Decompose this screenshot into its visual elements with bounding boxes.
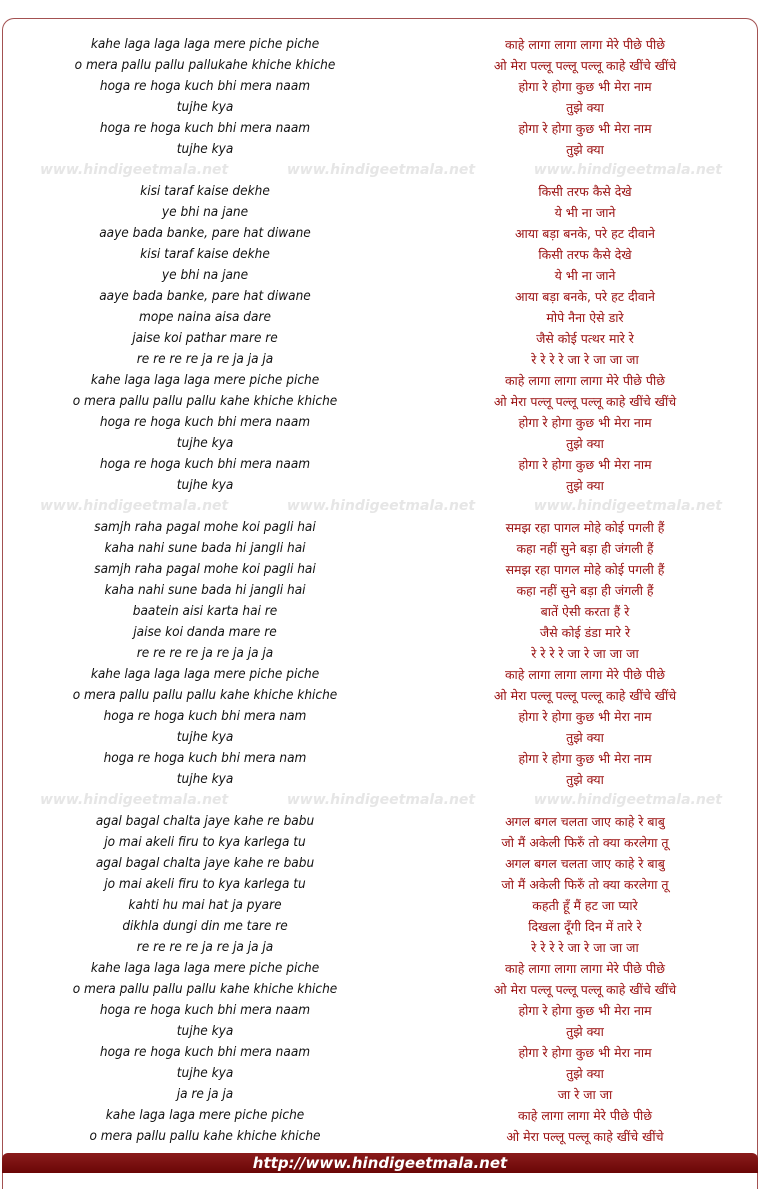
lyric-line: [0, 1000, 760, 1021]
lyric-line: [0, 181, 760, 202]
lyric-roman: dikhla dungi din me tare re: [122, 918, 288, 934]
lyric-line: [0, 979, 760, 1000]
lyric-hindi: होगा रे होगा कुछ भी मेरा नाम: [518, 457, 652, 472]
lyric-line: [0, 622, 760, 643]
lyric-roman: ja re ja ja: [176, 1086, 234, 1102]
lyric-roman: agal bagal chalta jaye kahe re babu: [95, 855, 315, 871]
lyric-roman: kaha nahi sune bada hi jangli hai: [104, 540, 306, 556]
lyric-hindi: जो मैं अकेली फिरुँ तो क्या करलेगा तू: [501, 835, 669, 850]
lyric-line: [0, 832, 760, 853]
watermark-row: [0, 790, 760, 811]
lyric-roman: hoga re hoga kuch bhi mera naam: [99, 120, 311, 136]
watermark-text: www.hindigeetmala.net: [286, 498, 476, 514]
lyric-line: [0, 874, 760, 895]
lyric-roman: tujhe kya: [176, 1065, 234, 1081]
lyric-roman: tujhe kya: [176, 729, 234, 745]
lyric-hindi: समझ रहा पागल मोहे कोई पगली हैं: [505, 562, 665, 577]
lyric-line: [0, 307, 760, 328]
lyric-hindi: ये भी ना जाने: [554, 268, 616, 283]
lyric-line: [0, 664, 760, 685]
lyric-roman: kaha nahi sune bada hi jangli hai: [104, 582, 306, 598]
lyric-line: [0, 328, 760, 349]
lyric-line: [0, 937, 760, 958]
lyric-line: [0, 118, 760, 139]
lyric-line: [0, 895, 760, 916]
lyric-roman: hoga re hoga kuch bhi mera naam: [99, 414, 311, 430]
lyric-line: [0, 97, 760, 118]
lyric-hindi: होगा रे होगा कुछ भी मेरा नाम: [518, 121, 652, 136]
lyric-roman: agal bagal chalta jaye kahe re babu: [95, 813, 315, 829]
lyric-hindi: होगा रे होगा कुछ भी मेरा नाम: [518, 709, 652, 724]
lyric-hindi: ओ मेरा पल्लू पल्लू पल्लू काहे खींचे खींचे: [493, 688, 677, 703]
lyric-hindi: रे रे रे रे जा रे जा जा जा: [531, 352, 639, 367]
lyric-roman: hoga re hoga kuch bhi mera nam: [103, 708, 307, 724]
lyric-line: [0, 349, 760, 370]
lyric-line: [0, 559, 760, 580]
lyric-hindi: रे रे रे रे जा रे जा जा जा: [531, 940, 639, 955]
lyric-roman: o mera pallu pallu pallu kahe khiche khiche: [72, 687, 338, 703]
lyric-roman: ye bhi na jane: [161, 267, 249, 283]
lyric-line: [0, 601, 760, 622]
lyric-hindi: ओ मेरा पल्लू पल्लू काहे खींचे खींचे: [506, 1129, 664, 1144]
lyric-line: [0, 223, 760, 244]
lyric-hindi: काहे लागा लागा लागा मेरे पीछे पीछे: [504, 373, 666, 388]
lyric-line: [0, 202, 760, 223]
lyric-roman: aaye bada banke, pare hat diwane: [99, 288, 311, 304]
lyric-roman: o mera pallu pallu pallu kahe khiche khiche: [72, 981, 338, 997]
watermark-row: [0, 496, 760, 517]
lyric-line: [0, 433, 760, 454]
lyric-roman: jo mai akeli firu to kya karlega tu: [104, 876, 306, 892]
lyric-hindi: तुझे क्या: [566, 478, 604, 493]
lyric-hindi: काहे लागा लागा लागा मेरे पीछे पीछे: [504, 961, 666, 976]
lyric-hindi: आया बड़ा बनके, परे हट दीवाने: [515, 289, 655, 304]
lyric-line: [0, 769, 760, 790]
lyric-hindi: तुझे क्या: [566, 730, 604, 745]
lyric-line: [0, 517, 760, 538]
lyric-line: [0, 916, 760, 937]
lyric-line: [0, 811, 760, 832]
lyric-roman: jaise koi danda mare re: [133, 624, 277, 640]
lyric-roman: re re re re ja re ja ja ja: [136, 351, 274, 367]
lyric-hindi: ओ मेरा पल्लू पल्लू पल्लू काहे खींचे खींचे: [493, 394, 677, 409]
lyric-roman: jaise koi pathar mare re: [132, 330, 278, 346]
watermark-text: www.hindigeetmala.net: [40, 162, 229, 178]
lyric-roman: o mera pallu pallu pallu kahe khiche khiche: [72, 393, 338, 409]
lyric-roman: kahti hu mai hat ja pyare: [128, 897, 282, 913]
lyric-hindi: जैसे कोई डंडा मारे रे: [539, 625, 631, 640]
lyric-hindi: आया बड़ा बनके, परे हट दीवाने: [515, 226, 655, 241]
lyric-roman: tujhe kya: [176, 99, 234, 115]
lyric-line: [0, 1063, 760, 1084]
lyric-hindi: कहा नहीं सुने बड़ा ही जंगली हैं: [516, 583, 654, 598]
lyric-hindi: दिखला दूँगी दिन में तारे रे: [528, 919, 642, 934]
lyric-line: [0, 76, 760, 97]
watermark-text: www.hindigeetmala.net: [286, 162, 476, 178]
lyric-hindi: रे रे रे रे जा रे जा जा जा: [531, 646, 639, 661]
lyric-roman: kahe laga laga laga mere piche piche: [90, 36, 320, 52]
watermark-text: www.hindigeetmala.net: [40, 792, 229, 808]
lyric-roman: hoga re hoga kuch bhi mera nam: [103, 750, 307, 766]
lyric-hindi: काहे लागा लागा मेरे पीछे पीछे: [517, 1108, 653, 1123]
lyric-line: [0, 706, 760, 727]
lyric-hindi: समझ रहा पागल मोहे कोई पगली हैं: [505, 520, 665, 535]
lyric-roman: hoga re hoga kuch bhi mera naam: [99, 1002, 311, 1018]
watermark-text: www.hindigeetmala.net: [533, 792, 722, 808]
lyric-line: [0, 1105, 760, 1126]
lyric-hindi: बातें ऐसी करता हैं रे: [540, 604, 630, 619]
lyric-line: [0, 580, 760, 601]
lyric-line: [0, 370, 760, 391]
lyric-roman: ye bhi na jane: [161, 204, 249, 220]
watermark-text: www.hindigeetmala.net: [533, 498, 722, 514]
lyric-line: [0, 958, 760, 979]
lyric-line: [0, 454, 760, 475]
lyric-roman: kisi taraf kaise dekhe: [140, 246, 270, 262]
lyric-hindi: जो मैं अकेली फिरुँ तो क्या करलेगा तू: [501, 877, 669, 892]
lyric-line: [0, 727, 760, 748]
lyric-hindi: तुझे क्या: [566, 772, 604, 787]
lyrics-body: [0, 34, 760, 1147]
lyric-hindi: जैसे कोई पत्थर मारे रे: [536, 331, 634, 346]
footer-bar: [2, 1153, 758, 1173]
lyric-hindi: अगल बगल चलता जाए काहे रे बाबु: [505, 856, 665, 871]
lyric-roman: re re re re ja re ja ja ja: [136, 645, 274, 661]
lyric-roman: o mera pallu pallu kahe khiche khiche: [89, 1128, 321, 1144]
lyric-roman: re re re re ja re ja ja ja: [136, 939, 274, 955]
lyric-hindi: तुझे क्या: [566, 1066, 604, 1081]
lyric-roman: tujhe kya: [176, 141, 234, 157]
lyric-hindi: काहे लागा लागा लागा मेरे पीछे पीछे: [504, 37, 666, 52]
lyric-hindi: ओ मेरा पल्लू पल्लू पल्लू काहे खींचे खींचे: [493, 58, 677, 73]
watermark-row: [0, 160, 760, 181]
lyric-roman: kisi taraf kaise dekhe: [140, 183, 270, 199]
lyric-roman: kahe laga laga mere piche piche: [105, 1107, 305, 1123]
lyric-hindi: जा रे जा जा: [557, 1087, 613, 1102]
lyric-hindi: तुझे क्या: [566, 1024, 604, 1039]
lyric-hindi: होगा रे होगा कुछ भी मेरा नाम: [518, 751, 652, 766]
lyric-hindi: ये भी ना जाने: [554, 205, 616, 220]
lyric-line: [0, 643, 760, 664]
lyric-hindi: होगा रे होगा कुछ भी मेरा नाम: [518, 1045, 652, 1060]
lyric-hindi: मोपे नैना ऐसे डारे: [546, 310, 624, 325]
lyric-line: [0, 286, 760, 307]
lyric-line: [0, 748, 760, 769]
watermark-text: www.hindigeetmala.net: [286, 792, 476, 808]
lyric-line: [0, 1084, 760, 1105]
footer-link[interactable]: http://www.hindigeetmala.net: [252, 1154, 508, 1172]
lyric-hindi: तुझे क्या: [566, 436, 604, 451]
lyric-roman: tujhe kya: [176, 477, 234, 493]
lyric-roman: aaye bada banke, pare hat diwane: [99, 225, 311, 241]
lyric-roman: tujhe kya: [176, 435, 234, 451]
lyric-line: [0, 1021, 760, 1042]
lyric-line: [0, 34, 760, 55]
lyric-roman: kahe laga laga laga mere piche piche: [90, 372, 320, 388]
lyric-line: [0, 412, 760, 433]
lyric-roman: hoga re hoga kuch bhi mera naam: [99, 456, 311, 472]
lyric-line: [0, 265, 760, 286]
watermark-text: www.hindigeetmala.net: [40, 498, 229, 514]
lyric-line: [0, 55, 760, 76]
lyric-hindi: तुझे क्या: [566, 100, 604, 115]
lyric-hindi: होगा रे होगा कुछ भी मेरा नाम: [518, 79, 652, 94]
lyric-roman: baatein aisi karta hai re: [132, 603, 278, 619]
lyric-hindi: किसी तरफ कैसे देखे: [538, 184, 632, 199]
lyric-line: [0, 1042, 760, 1063]
lyric-hindi: अगल बगल चलता जाए काहे रे बाबु: [505, 814, 665, 829]
lyric-roman: kahe laga laga laga mere piche piche: [90, 960, 320, 976]
lyric-hindi: होगा रे होगा कुछ भी मेरा नाम: [518, 415, 652, 430]
lyric-line: [0, 244, 760, 265]
lyric-line: [0, 685, 760, 706]
lyric-roman: mope naina aisa dare: [139, 309, 271, 325]
lyric-hindi: किसी तरफ कैसे देखे: [538, 247, 632, 262]
lyric-line: [0, 391, 760, 412]
lyric-hindi: कहा नहीं सुने बड़ा ही जंगली हैं: [516, 541, 654, 556]
lyric-roman: samjh raha pagal mohe koi pagli hai: [94, 561, 316, 577]
lyric-hindi: ओ मेरा पल्लू पल्लू पल्लू काहे खींचे खींचे: [493, 982, 677, 997]
lyric-roman: hoga re hoga kuch bhi mera naam: [99, 1044, 311, 1060]
lyric-hindi: कहती हूँ मैं हट जा प्यारे: [532, 898, 638, 913]
lyric-line: [0, 1126, 760, 1147]
lyric-roman: samjh raha pagal mohe koi pagli hai: [94, 519, 316, 535]
lyric-hindi: तुझे क्या: [566, 142, 604, 157]
lyric-line: [0, 475, 760, 496]
lyric-line: [0, 853, 760, 874]
lyric-line: [0, 538, 760, 559]
lyric-roman: tujhe kya: [176, 771, 234, 787]
lyric-roman: hoga re hoga kuch bhi mera naam: [99, 78, 311, 94]
lyric-roman: kahe laga laga laga mere piche piche: [90, 666, 320, 682]
watermark-text: www.hindigeetmala.net: [533, 162, 722, 178]
lyric-line: [0, 139, 760, 160]
lyric-roman: tujhe kya: [176, 1023, 234, 1039]
lyric-roman: jo mai akeli firu to kya karlega tu: [104, 834, 306, 850]
lyric-hindi: होगा रे होगा कुछ भी मेरा नाम: [518, 1003, 652, 1018]
lyric-roman: o mera pallu pallu pallukahe khiche khiche: [74, 57, 336, 73]
lyric-hindi: काहे लागा लागा लागा मेरे पीछे पीछे: [504, 667, 666, 682]
